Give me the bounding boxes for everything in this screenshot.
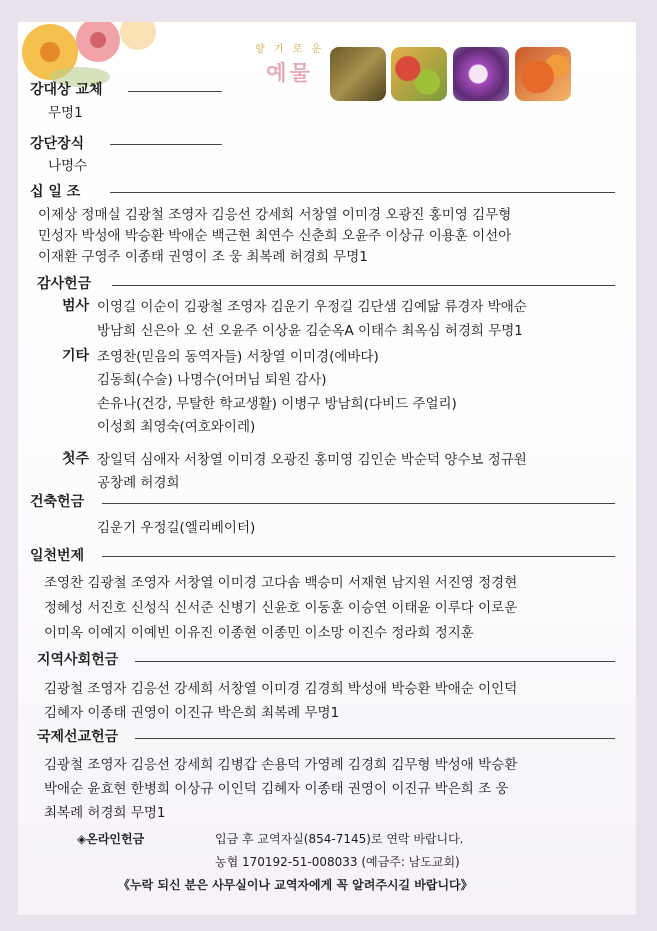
mission-line: 김광철 조영자 김응선 강세희 김병갑 손용덕 가영례 김경희 김무형 박성애 박승환 bbox=[44, 757, 518, 773]
divider bbox=[135, 661, 615, 662]
thanks-line: 장일덕 심애자 서창열 이미경 오광진 홍미영 김인순 박순덕 양수보 정규원 bbox=[97, 452, 527, 468]
thanks-label: 기타 bbox=[62, 348, 90, 364]
thanks-line: 이성희 최영숙(여호와이레) bbox=[97, 419, 256, 435]
divider bbox=[110, 192, 615, 193]
section-title-building: 건축헌금 bbox=[30, 494, 85, 510]
thanks-line: 공창례 허경희 bbox=[97, 475, 180, 491]
section-title-podium-flowers: 강대상 교체 bbox=[30, 82, 103, 98]
divider bbox=[110, 144, 222, 145]
rice-photo bbox=[330, 47, 386, 101]
thanks-line: 방남희 신은아 오 선 오윤주 이상윤 김순옥A 이태수 최옥심 허경희 무명1 bbox=[97, 323, 523, 339]
podium-flowers-names: 무명1 bbox=[48, 105, 83, 121]
mission-line: 박애순 윤효현 한병희 이상규 이인덕 김혜자 이종태 권영이 이진규 박은희 조 웅 bbox=[44, 781, 509, 797]
header-title: 예물 bbox=[266, 61, 313, 85]
online-offering-label: ◈온라인헌금 bbox=[77, 832, 145, 846]
section-title-community: 지역사회헌금 bbox=[37, 652, 119, 668]
section-title-thousand: 일천번제 bbox=[30, 548, 85, 564]
online-offering-instruction: 입금 후 교역자실(854-7145)로 연락 바랍니다. bbox=[215, 832, 464, 846]
building-names: 김운기 우정길(엘리베이터) bbox=[97, 520, 256, 536]
thanks-line: 손유나(건강, 무탈한 학교생활) 이병구 방남희(다비드 주얼리) bbox=[97, 396, 457, 412]
section-title-podium-decor: 강단장식 bbox=[30, 136, 85, 152]
divider bbox=[112, 285, 615, 286]
page-header bbox=[255, 40, 324, 87]
section-title-thanks: 감사헌금 bbox=[37, 276, 92, 292]
divider bbox=[102, 503, 615, 504]
orchid-photo bbox=[453, 47, 509, 101]
pumpkin-photo bbox=[515, 47, 571, 101]
tithe-line: 이재환 구영주 이종태 권영이 조 웅 최복례 허경희 무명1 bbox=[38, 249, 368, 265]
community-line: 김혜자 이종태 권영이 이진규 박은희 최복례 무명1 bbox=[44, 705, 340, 721]
thanks-line: 이영길 이순이 김광철 조영자 김운기 우정길 김단샘 김예닮 류경자 박애순 bbox=[97, 299, 527, 315]
thanks-label: 범사 bbox=[62, 298, 90, 314]
header-subtitle: 향 기 로 운 bbox=[255, 44, 325, 55]
thanks-line: 조영찬(믿음의 동역자들) 서창열 이미경(에바다) bbox=[97, 349, 379, 365]
thanks-line: 김동희(수술) 나명수(어머님 퇴원 감사) bbox=[97, 372, 327, 388]
divider bbox=[135, 738, 615, 739]
tithe-line: 이제상 정매실 김광철 조영자 김응선 강세희 서창열 이미경 오광진 홍미영 김무형 bbox=[38, 207, 512, 223]
bank-account-info: 농협 170192-51-008033 (예금주: 남도교회) bbox=[215, 855, 460, 869]
fruit-photo bbox=[391, 47, 447, 101]
tithe-line: 민성자 박성애 박승환 박애순 백근현 최연수 신춘희 오윤주 이상규 이용훈 이선아 bbox=[38, 228, 512, 244]
omission-notice: 《누락 되신 분은 사무실이나 교역자에게 꼭 알려주시길 바랍니다》 bbox=[118, 878, 473, 892]
thanks-label: 첫주 bbox=[62, 451, 90, 467]
section-title-mission: 국제선교헌금 bbox=[37, 729, 119, 745]
divider bbox=[102, 556, 615, 557]
thousand-line: 이미옥 이예지 이예빈 이유진 이종현 이종민 이소망 이진수 정라희 정지훈 bbox=[44, 625, 474, 641]
community-line: 김광철 조영자 김응선 강세희 서창열 이미경 김경희 박성애 박승환 박애순 이인덕 bbox=[44, 681, 518, 697]
thousand-line: 정혜성 서진호 신성식 신서준 신병기 신윤호 이동훈 이승연 이태윤 이루다 이로운 bbox=[44, 600, 518, 616]
podium-decor-names: 나명수 bbox=[48, 158, 88, 174]
mission-line: 최복례 허경희 무명1 bbox=[44, 805, 166, 821]
thousand-line: 조영찬 김광철 조영자 서창열 이미경 고다솜 백승미 서재현 남지원 서진영 정경현 bbox=[44, 575, 518, 591]
section-title-tithe: 십 일 조 bbox=[30, 184, 81, 200]
divider bbox=[128, 91, 222, 92]
